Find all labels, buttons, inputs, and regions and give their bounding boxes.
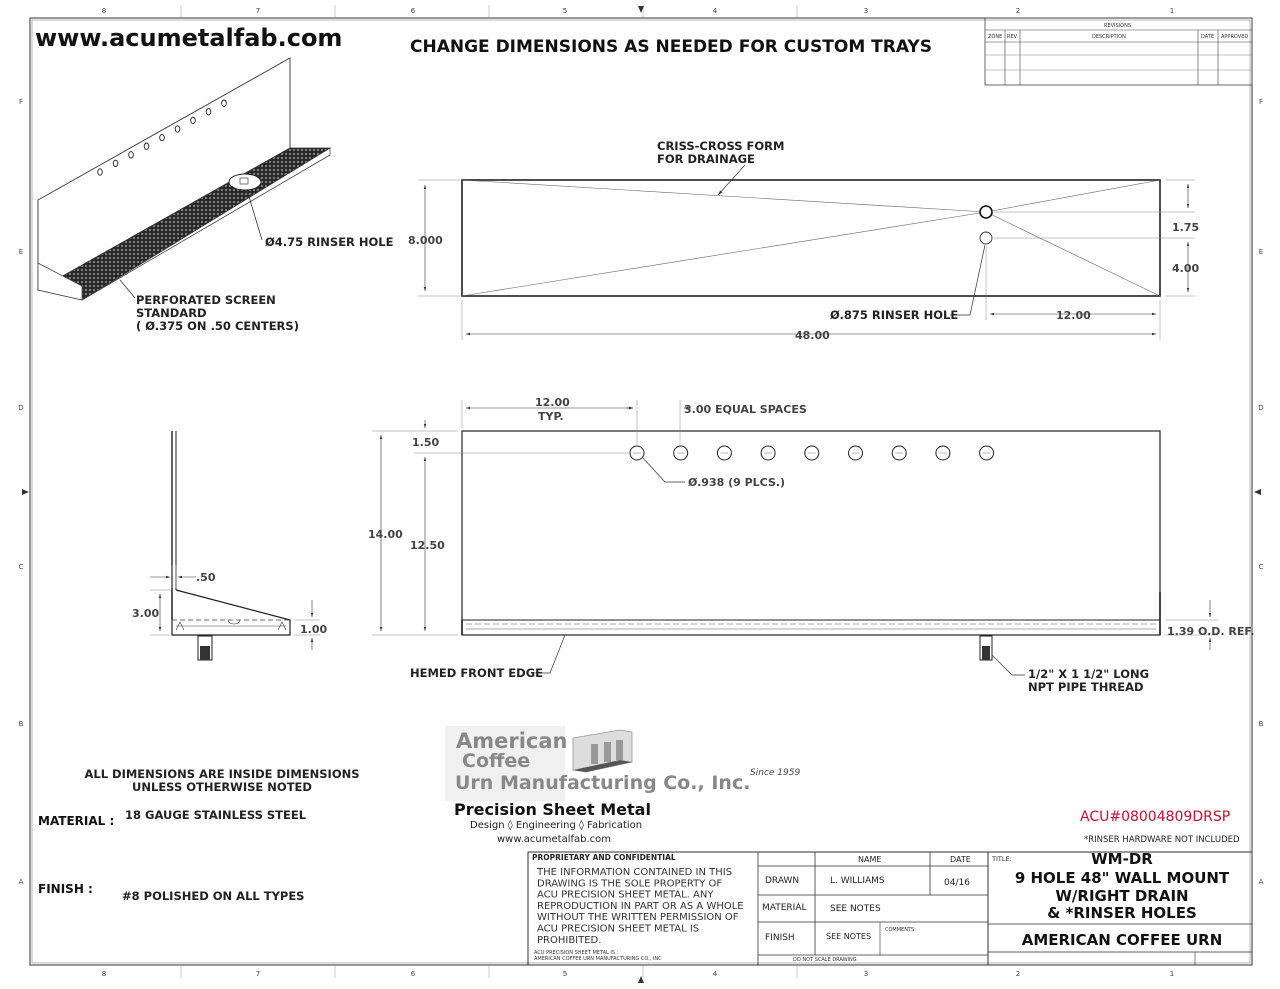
col-name: NAME xyxy=(858,855,882,864)
logo-web: www.acumetalfab.com xyxy=(497,834,612,845)
rinser-hole-note-top: Ø.875 RINSER HOLE xyxy=(830,308,959,322)
zone-col-top-3: 3 xyxy=(863,7,869,15)
front-view xyxy=(368,396,1254,694)
first-hole-dim: 12.00 xyxy=(535,396,570,409)
screen-note-line3: ( Ø.375 ON .50 CENTERS) xyxy=(136,319,299,333)
prop-footer-line2: AMERICAN COFFEE URN MANUFACTURING CO., INC xyxy=(534,956,662,962)
side-view xyxy=(132,431,327,660)
rev-col-approved: APPROVED xyxy=(1221,34,1249,40)
dimension-note-line1: ALL DIMENSIONS ARE INSIDE DIMENSIONS xyxy=(84,767,360,781)
logo-services: Design ◊ Engineering ◊ Fabrication xyxy=(470,820,643,831)
zone-row-left-A: A xyxy=(18,878,24,886)
iso-hole-3 xyxy=(129,152,134,158)
finish-label: FINISH : xyxy=(38,882,93,896)
title-block xyxy=(528,850,1252,965)
front-dim-total: 14.00 xyxy=(368,528,403,541)
zone-col-top-2: 2 xyxy=(1015,7,1021,15)
logo-tray-graphic xyxy=(573,730,632,772)
prop-text-line-3: ACU PRECISION SHEET METAL. ANY xyxy=(537,889,714,901)
side-dim-height: 3.00 xyxy=(132,607,160,620)
drawn-label: DRAWN xyxy=(765,876,800,886)
zone-col-top-8: 8 xyxy=(101,7,107,15)
form-note-line1: CRISS-CROSS FORM xyxy=(657,139,785,153)
tb-title-label: TITLE: xyxy=(992,855,1012,863)
rev-col-zone: ZONE xyxy=(988,34,1003,40)
zone-col-top-5: 5 xyxy=(562,7,568,15)
headline: CHANGE DIMENSIONS AS NEEDED FOR CUSTOM TRAYS xyxy=(410,37,932,57)
iso-hole-8 xyxy=(206,109,211,115)
rev-col-date: DATE xyxy=(1201,34,1215,40)
title-line1: WM-DR xyxy=(1091,850,1153,868)
rinser-hole-note-iso: Ø4.75 RINSER HOLE xyxy=(265,235,394,249)
company-logo xyxy=(445,726,800,845)
pipe-note-line2: NPT PIPE THREAD xyxy=(1028,680,1144,694)
pipe-note-line1: 1/2" X 1 1/2" LONG xyxy=(1028,667,1150,681)
iso-hole-1 xyxy=(98,169,103,175)
material-value: 18 GAUGE STAINLESS STEEL xyxy=(125,808,307,822)
iso-hole-4 xyxy=(144,143,149,149)
zone-col-bottom-4: 4 xyxy=(712,970,718,978)
revision-block xyxy=(985,18,1252,85)
drawn-name: L. WILLIAMS xyxy=(830,876,885,886)
zone-col-bottom-3: 3 xyxy=(863,970,869,978)
zone-row-right-B: B xyxy=(1258,720,1264,728)
tb-material-label: MATERIAL xyxy=(762,903,807,913)
hole-dia-note: Ø.938 (9 PLCS.) xyxy=(688,476,786,489)
title-line3: W/RIGHT DRAIN xyxy=(1055,887,1189,905)
dimension-note-line2: UNLESS OTHERWISE NOTED xyxy=(132,780,312,794)
logo-since: Since 1959 xyxy=(750,768,801,778)
zone-col-bottom-6: 6 xyxy=(410,970,416,978)
prop-text-line-1: THE INFORMATION CONTAINED IN THIS xyxy=(537,867,733,878)
revisions-title: REVISIONS xyxy=(1104,23,1132,29)
part-number: ACU#08004809DRSP xyxy=(1080,809,1231,825)
prop-footer-line1: ACU PRECISION SHEET METAL IS : xyxy=(534,950,619,956)
prop-text-line-2: DRAWING IS THE SOLE PROPERTY OF xyxy=(537,878,723,890)
front-dim-hole: 12.50 xyxy=(410,539,445,552)
drawn-date: 04/16 xyxy=(944,878,970,888)
front-dim-150: 1.50 xyxy=(412,436,440,449)
zone-col-top-1: 1 xyxy=(1169,7,1175,15)
prop-text-line-5: WITHOUT THE WRITTEN PERMISSION OF xyxy=(537,912,739,924)
rev-col-description: DESCRIPTION xyxy=(1092,34,1126,40)
top-height-dim: 8.000 xyxy=(408,234,443,247)
tb-finish-label: FINISH xyxy=(765,933,795,943)
top-view xyxy=(408,139,1199,342)
logo-line3: Urn Manufacturing Co., Inc. xyxy=(455,772,751,794)
title-company: AMERICAN COFFEE URN xyxy=(1021,931,1223,949)
zone-col-bottom-1: 1 xyxy=(1169,970,1175,978)
hole-spacing-note: 3.00 EQUAL SPACES xyxy=(684,403,807,416)
prop-text-line-4: REPRODUCTION IN PART OR AS A WHOLE xyxy=(537,900,744,912)
hardware-note: *RINSER HARDWARE NOT INCLUDED xyxy=(1084,835,1240,845)
zone-col-top-6: 6 xyxy=(410,7,416,15)
website-title: www.acumetalfab.com xyxy=(35,24,343,52)
hem-note: HEMED FRONT EDGE xyxy=(410,666,543,680)
general-notes xyxy=(38,767,360,903)
tb-finish-value: SEE NOTES xyxy=(826,932,872,941)
zone-row-left-C: C xyxy=(18,563,24,571)
zone-col-bottom-5: 5 xyxy=(562,970,568,978)
zone-row-left-F: F xyxy=(18,98,24,106)
od-ref-dim: 1.39 O.D. REF. xyxy=(1167,625,1255,638)
side-dim-lip: .50 xyxy=(196,571,216,584)
iso-hole-2 xyxy=(113,160,118,166)
title-line2: 9 HOLE 48" WALL MOUNT xyxy=(1014,869,1230,887)
zone-col-bottom-2: 2 xyxy=(1015,970,1021,978)
iso-hole-9 xyxy=(222,100,227,106)
logo-division: Precision Sheet Metal xyxy=(454,800,651,819)
top-offset-dim: 12.00 xyxy=(1056,309,1091,322)
rev-col-rev: REV. xyxy=(1007,34,1018,40)
isometric-view xyxy=(38,58,394,333)
zone-row-right-F: F xyxy=(1258,98,1264,106)
zone-row-left-E: E xyxy=(18,248,24,256)
zone-col-top-4: 4 xyxy=(712,7,718,15)
zone-row-left-D: D xyxy=(18,404,24,412)
prop-text-line-6: ACU PRECISION SHEET METAL IS xyxy=(537,923,700,935)
top-width-dim: 48.00 xyxy=(795,329,830,342)
screen-note-line2: STANDARD xyxy=(136,306,207,320)
zone-col-bottom-8: 8 xyxy=(101,970,107,978)
logo-line1: American xyxy=(456,729,568,753)
col-date: DATE xyxy=(950,855,971,864)
zone-row-right-D: D xyxy=(1258,404,1264,412)
logo-line2: Coffee xyxy=(462,750,531,772)
screen-note-line1: PERFORATED SCREEN xyxy=(136,293,276,307)
first-hole-typ: TYP. xyxy=(538,410,564,423)
finish-value: #8 POLISHED ON ALL TYPES xyxy=(122,889,305,903)
prop-text-line-7: PROHIBITED. xyxy=(537,934,602,946)
zone-row-left-B: B xyxy=(18,720,24,728)
title-line4: & *RINSER HOLES xyxy=(1047,904,1197,922)
form-note-line2: FOR DRAINAGE xyxy=(657,152,755,166)
iso-hole-7 xyxy=(191,117,196,123)
side-dim-front: 1.00 xyxy=(300,623,328,636)
iso-hole-6 xyxy=(175,126,180,132)
top-dim-400: 4.00 xyxy=(1172,262,1200,275)
top-dim-175: 1.75 xyxy=(1172,221,1200,234)
tb-comments-label: COMMENTS: xyxy=(885,927,916,933)
zone-col-top-7: 7 xyxy=(255,7,261,15)
no-scale-note: DO NOT SCALE DRAWING xyxy=(793,957,857,963)
zone-row-right-E: E xyxy=(1258,248,1264,256)
material-label: MATERIAL : xyxy=(38,814,115,828)
iso-hole-5 xyxy=(160,134,165,140)
zone-row-right-A: A xyxy=(1258,878,1264,886)
prop-title: PROPRIETARY AND CONFIDENTIAL xyxy=(532,853,676,862)
zone-col-bottom-7: 7 xyxy=(255,970,261,978)
tb-material-value: SEE NOTES xyxy=(830,904,881,914)
zone-row-right-C: C xyxy=(1258,563,1264,571)
